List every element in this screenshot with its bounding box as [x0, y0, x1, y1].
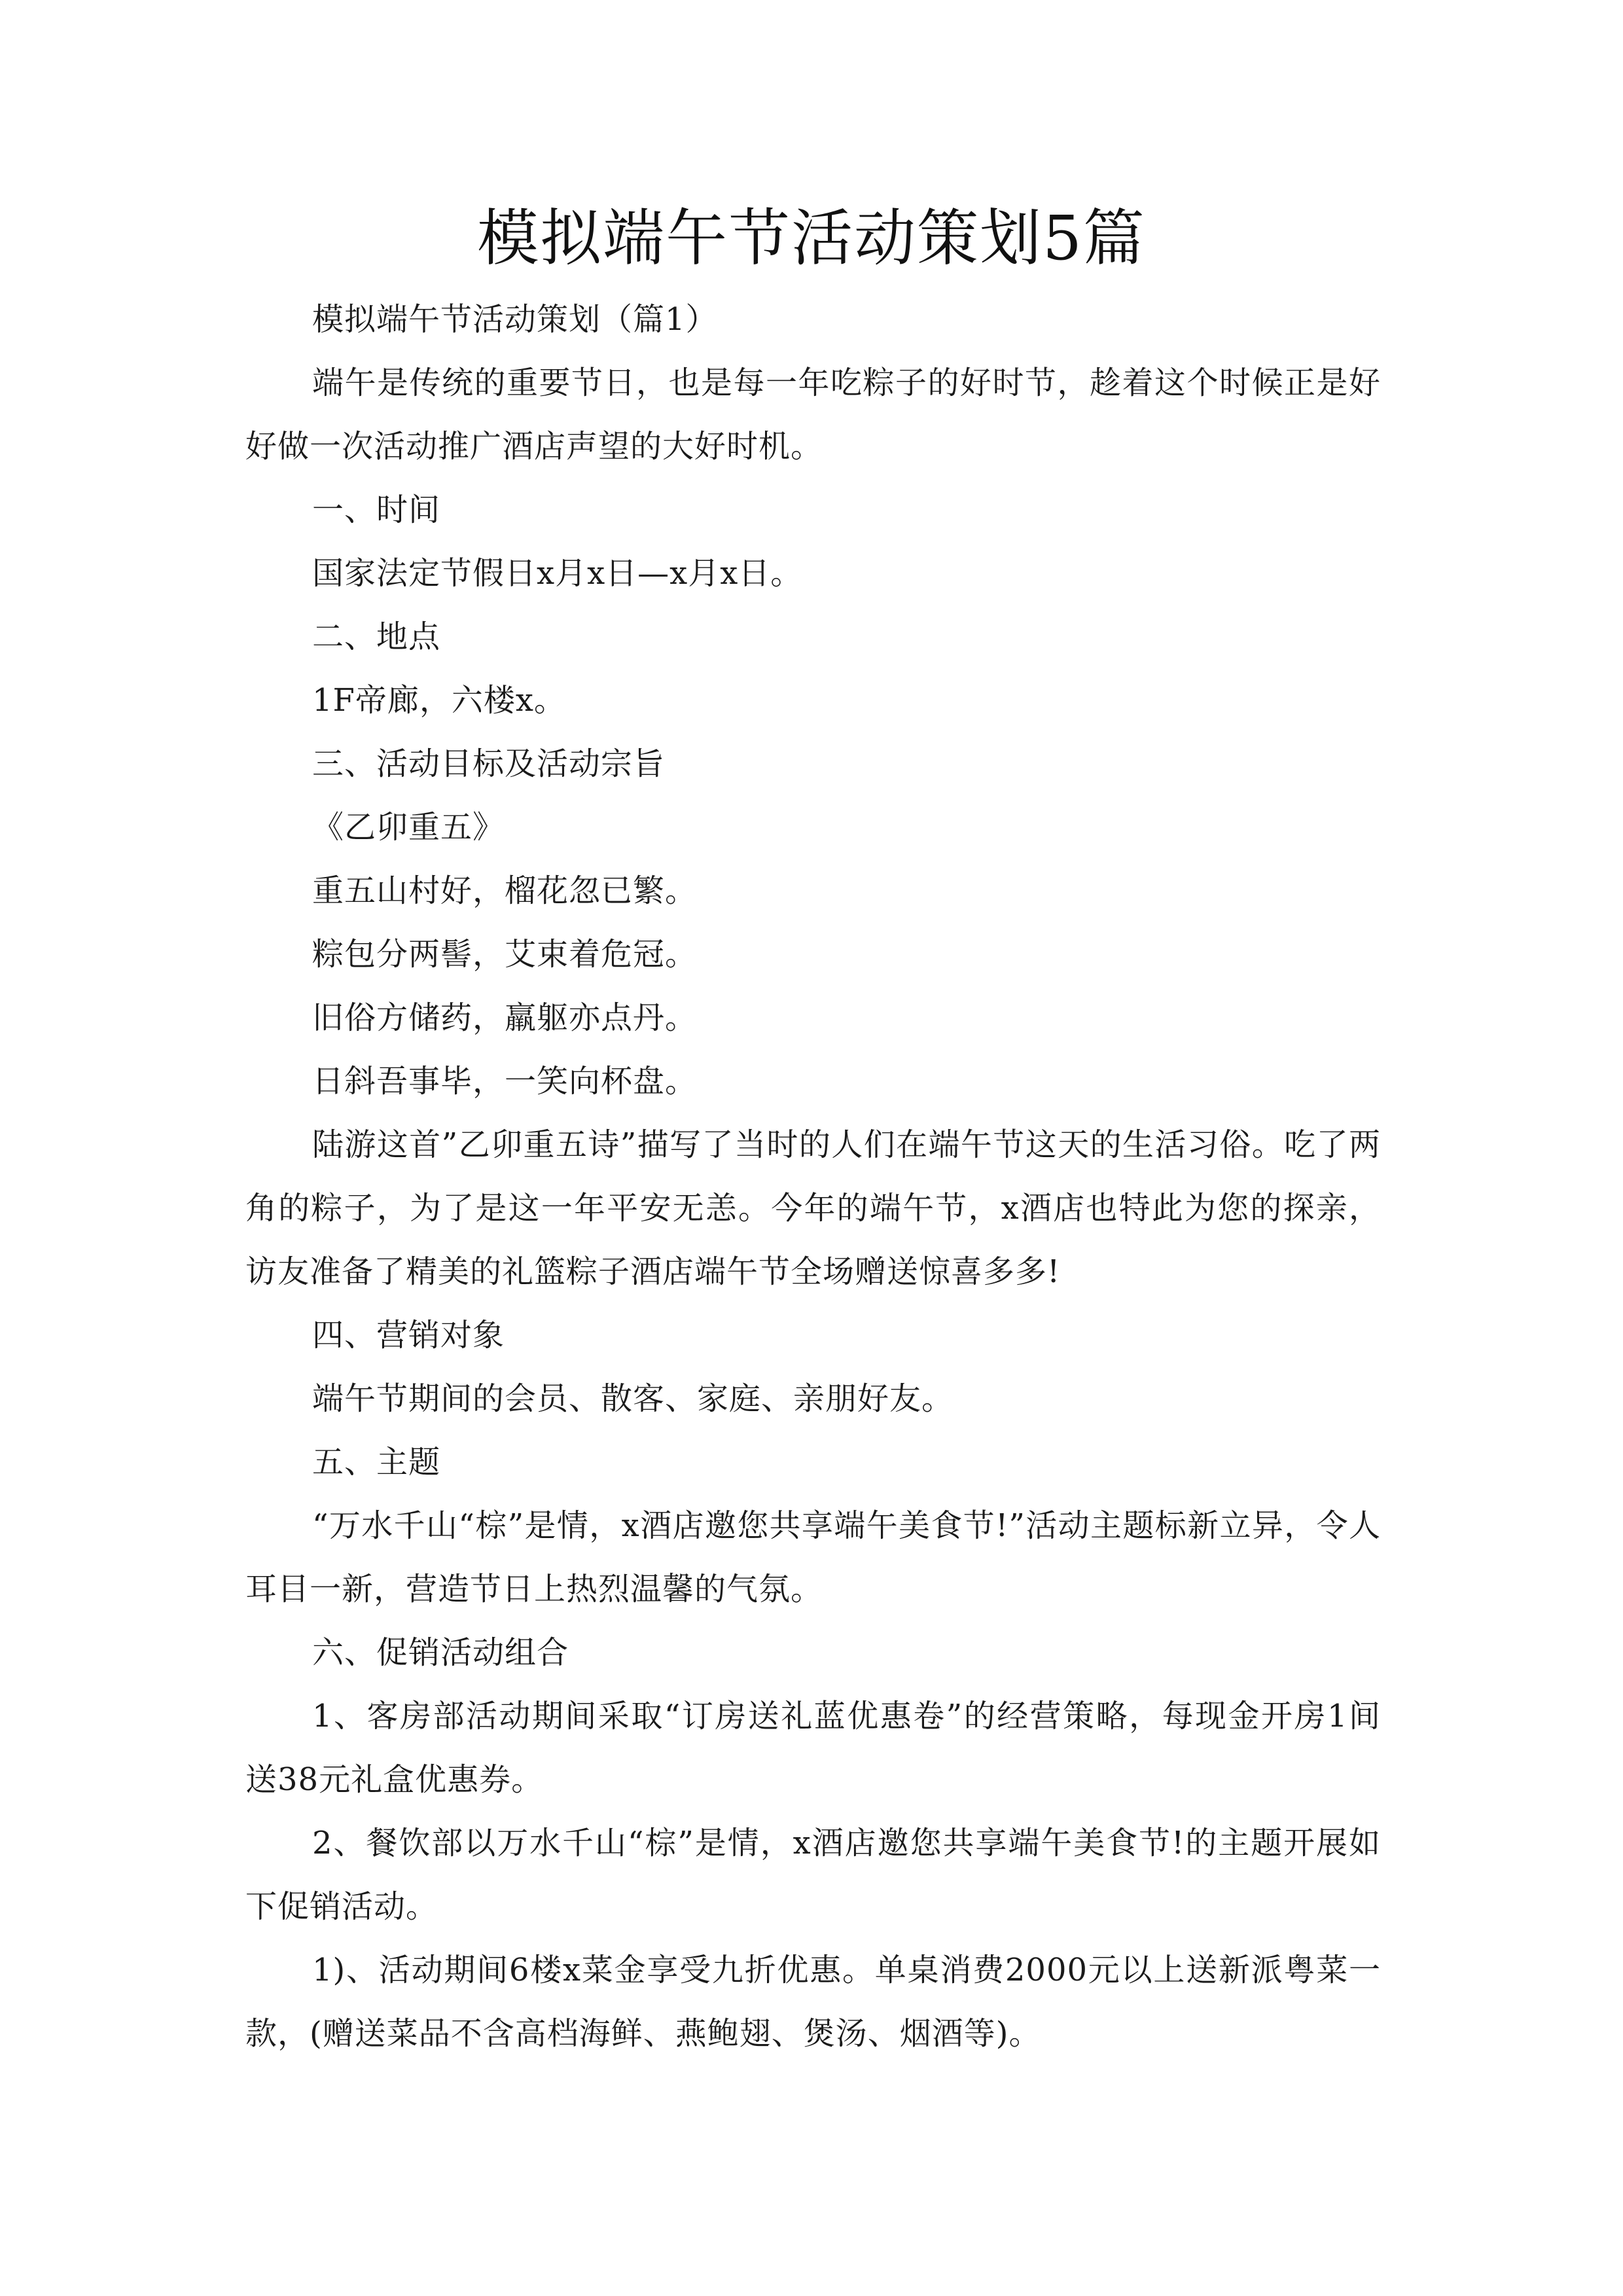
paragraph-promotion-2-1: 1)、活动期间6楼x菜金享受九折优惠。单桌消费2000元以上送新派粤菜一款，(赠送菜品不含高档海鲜、燕鲍翅、煲汤、烟酒等)。 [245, 1952, 1381, 2052]
poem-title: 《乙卯重五》 [312, 809, 505, 846]
heading-goals: 三、活动目标及活动宗旨 [312, 745, 666, 782]
heading-promotion: 六、促销活动组合 [312, 1634, 569, 1671]
document-title: 模拟端午节活动策划5篇 [477, 203, 1146, 274]
paragraph-section-heading: 模拟端午节活动策划（篇1） [312, 301, 718, 338]
heading-time: 一、时间 [312, 492, 441, 528]
paragraph-time: 国家法定节假日x月x日—x月x日。 [312, 555, 803, 592]
poem-line-2: 粽包分两髻，艾束着危冠。 [312, 936, 698, 973]
heading-location: 二、地点 [312, 619, 441, 655]
heading-target: 四、营销对象 [312, 1317, 505, 1354]
paragraph-location: 1F帝廊，六楼x。 [312, 682, 566, 719]
paragraph-theme: “万水千山“棕”是情，x酒店邀您共享端午美食节!”活动主题标新立异，令人耳目一新，营造节日上热烈温馨的气氛。 [245, 1507, 1381, 1607]
paragraph-poem-explanation: 陆游这首”乙卯重五诗”描写了当时的人们在端午节这天的生活习俗。吃了两角的粽子，为了是这一年平安无恙。今年的端午节，x酒店也特此为您的探亲，访友准备了精美的礼篮粽子酒店端午节全场赠送惊喜多多! [245, 1126, 1381, 1290]
poem-line-4: 日斜吾事毕，一笑向杯盘。 [312, 1063, 698, 1100]
paragraph-target: 端午节期间的会员、散客、家庭、亲朋好友。 [312, 1380, 954, 1417]
document-body [245, 288, 1381, 2066]
paragraph-intro: 端午是传统的重要节日，也是每一年吃粽子的好时节，趁着这个时候正是好好做一次活动推广酒店声望的大好时机。 [245, 365, 1381, 465]
poem-line-1: 重五山村好，榴花忽已繁。 [312, 872, 698, 909]
heading-theme: 五、主题 [312, 1444, 441, 1480]
paragraph-promotion-1: 1、客房部活动期间采取“订房送礼蓝优惠卷”的经营策略，每现金开房1间送38元礼盒优惠券。 [245, 1698, 1381, 1798]
paragraph-promotion-2: 2、餐饮部以万水千山“棕”是情，x酒店邀您共享端午美食节!的主题开展如下促销活动。 [245, 1825, 1381, 1925]
poem-line-3: 旧俗方储药，羸躯亦点丹。 [312, 999, 698, 1036]
